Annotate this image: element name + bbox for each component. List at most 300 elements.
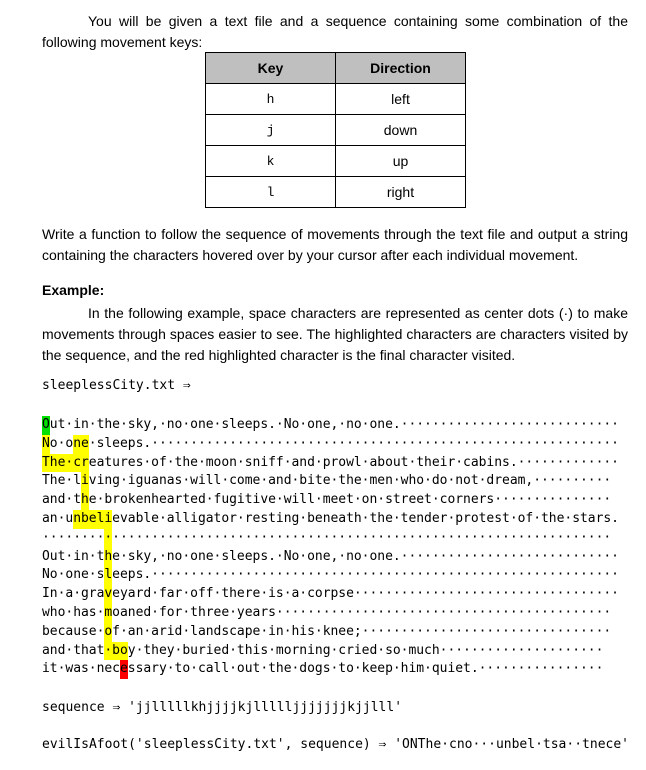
grid-cell: l: [190, 623, 198, 639]
grid-cell: a: [205, 510, 214, 526]
grid-cell: r: [88, 586, 97, 602]
grid-cell: ·: [494, 567, 503, 583]
grid-cell: ·: [377, 586, 386, 602]
grid-cell: ·: [338, 567, 347, 583]
grid-cell: ·: [57, 529, 66, 545]
grid-cell: s: [322, 661, 331, 677]
grid-cell: ·: [353, 529, 362, 545]
grid-cell: ·: [494, 604, 503, 620]
grid-cell: ·: [541, 417, 549, 432]
grid-cell: ·: [439, 529, 448, 545]
grid-cell: n: [275, 473, 284, 489]
grid-cell: ·: [314, 567, 323, 583]
grid-cell: h: [275, 661, 284, 677]
grid-cell: ·: [119, 529, 128, 545]
grid-cell: ·: [307, 435, 315, 451]
grid-cell: p: [322, 454, 331, 470]
grid-cell: h: [377, 510, 386, 526]
grid-cell: ·: [509, 623, 518, 639]
grid-cell: o: [221, 454, 230, 470]
grid-cell: ·: [190, 529, 198, 545]
grid-cell: ·: [447, 435, 456, 451]
grid-cell: ·: [330, 642, 339, 658]
grid-cell: n: [135, 623, 144, 639]
grid-cell: e: [385, 510, 393, 526]
grid-cell: ·: [517, 567, 526, 583]
grid-cell: e: [556, 510, 565, 526]
grid-cell: e: [322, 548, 331, 564]
grid-cell: ·: [369, 604, 378, 620]
grid-cell: ·: [455, 529, 464, 545]
grid-cell: r: [151, 661, 159, 677]
grid-cell: r: [455, 492, 464, 508]
grid-cell: e: [213, 642, 222, 658]
grid-cell: ,: [151, 417, 159, 432]
grid-cell: ·: [353, 435, 362, 451]
grid-cell: c: [229, 473, 237, 489]
visited-cell: b: [112, 642, 120, 661]
grid-cell: ·: [548, 435, 557, 451]
grid-cell: e: [486, 510, 495, 526]
grid-cell: ·: [361, 454, 370, 470]
visited-cell: ·: [104, 529, 112, 548]
grid-cell: ·: [322, 529, 331, 545]
grid-cell: ·: [587, 661, 596, 677]
grid-cell: ·: [377, 623, 386, 639]
grid-cell: h: [400, 661, 409, 677]
grid-cell: u: [112, 454, 120, 470]
grid-cell: l: [229, 548, 237, 564]
grid-cell: ·: [572, 492, 581, 508]
grid-cell: ·: [174, 529, 183, 545]
grid-cell: t: [338, 661, 347, 677]
grid-cell: ·: [400, 604, 409, 620]
grid-cell: ·: [470, 604, 479, 620]
visited-cell: m: [104, 604, 112, 623]
grid-cell: ·: [548, 642, 557, 658]
grid-cell: u: [73, 623, 82, 639]
grid-cell: p: [385, 661, 393, 677]
grid-cell: ·: [533, 661, 542, 677]
grid-cell: ·: [494, 623, 503, 639]
grid-cell: y: [127, 642, 136, 658]
grid-cell: n: [166, 548, 175, 564]
grid-cell: ·: [65, 417, 74, 432]
grid-cell: a: [470, 454, 479, 470]
visited-cell: l: [104, 566, 112, 585]
grid-cell: c: [197, 661, 206, 677]
grid-cell: t: [49, 661, 58, 677]
grid-cell: ·: [470, 417, 479, 432]
grid-cell: o: [213, 454, 222, 470]
grid-cell: e: [408, 510, 417, 526]
grid-cell: h: [73, 604, 82, 620]
grid-cell: ·: [548, 417, 557, 432]
grid-cell: n: [275, 623, 284, 639]
grid-cell: ·: [166, 529, 175, 545]
grid-cell: e: [221, 604, 230, 620]
grid-cell: e: [205, 417, 214, 432]
grid-cell: ·: [533, 548, 542, 564]
grid-cell: n: [322, 510, 331, 526]
grid-cell: m: [322, 492, 331, 508]
grid-cell: ·: [579, 661, 588, 677]
grid-cell: t: [143, 642, 152, 658]
grid-cell: r: [112, 492, 120, 508]
grid-cell: e: [88, 454, 97, 470]
grid-cell: n: [80, 548, 89, 564]
grid-cell: ·: [330, 435, 339, 451]
grid-cell: g: [314, 661, 323, 677]
grid-cell: r: [260, 604, 269, 620]
grid-cell: ·: [548, 604, 557, 620]
grid-cell: ·: [205, 492, 214, 508]
grid-cell: ·: [572, 548, 581, 564]
grid-cell: e: [158, 492, 167, 508]
visited-cell: c: [73, 454, 81, 473]
grid-cell: d: [143, 604, 152, 620]
grid-cell: ·: [548, 661, 557, 677]
grid-cell: ·: [572, 435, 581, 451]
grid-cell: ·: [268, 435, 276, 451]
grid-cell: ·: [533, 510, 542, 526]
grid-cell: ·: [361, 548, 370, 564]
grid-cell: ·: [65, 548, 74, 564]
grid-cell: f: [275, 454, 284, 470]
grid-cell: ·: [314, 454, 323, 470]
grid-cell: n: [49, 510, 58, 526]
grid-cell: o: [463, 473, 471, 489]
grid-cell: t: [268, 510, 276, 526]
visited-cell: h: [81, 491, 89, 510]
grid-cell: e: [112, 548, 120, 564]
grid-cell: ·: [579, 586, 588, 602]
grid-cell: p: [244, 623, 253, 639]
grid-cell: ·: [377, 435, 386, 451]
grid-cell: ·: [338, 417, 347, 432]
grid-cell: s: [385, 492, 393, 508]
grid-cell: ·: [564, 586, 573, 602]
grid-cell: h: [151, 642, 159, 658]
grid-cell: ·: [564, 529, 573, 545]
grid-cell: g: [112, 473, 120, 489]
grid-cell: ·: [291, 435, 300, 451]
grid-cell: ·: [260, 473, 269, 489]
grid-cell: s: [244, 454, 253, 470]
grid-cell: ·: [439, 548, 448, 564]
grid-cell: l: [182, 510, 191, 526]
grid-cell: ·: [502, 417, 510, 432]
grid-cell: ·: [57, 510, 66, 526]
grid-cell: o: [166, 604, 175, 620]
grid-cell: N: [283, 548, 292, 564]
grid-cell: ·: [197, 567, 206, 583]
grid-cell: ·: [548, 548, 557, 564]
grid-cell: i: [447, 661, 456, 677]
grid-cell: e: [119, 567, 128, 583]
grid-cell: O: [42, 548, 50, 564]
grid-cell: e: [88, 492, 97, 508]
grid-cell: ·: [283, 435, 292, 451]
grid-cell: ·: [400, 435, 409, 451]
grid-cell: o: [65, 435, 74, 451]
grid-cell: ·: [478, 417, 487, 432]
grid-cell: f: [213, 492, 222, 508]
grid-cell: ·: [564, 548, 573, 564]
grid-cell: d: [197, 492, 206, 508]
grid-cell: ·: [439, 604, 448, 620]
grid-cell: d: [221, 642, 230, 658]
grid-cell: ·: [57, 586, 66, 602]
grid-cell: ·: [579, 492, 588, 508]
grid-cell: u: [416, 642, 425, 658]
grid-cell: o: [392, 642, 401, 658]
grid-cell: s: [385, 642, 393, 658]
grid-cell: ·: [587, 586, 596, 602]
grid-cell: e: [151, 510, 159, 526]
grid-cell: ·: [587, 492, 596, 508]
grid-cell: a: [127, 510, 136, 526]
grid-cell: ·: [88, 435, 97, 451]
grid-cell: e: [416, 492, 425, 508]
grid-cell: ·: [494, 661, 503, 677]
grid-cell: ·: [494, 529, 503, 545]
grid-cell: t: [400, 454, 409, 470]
grid-cell: a: [127, 623, 136, 639]
grid-cell: ·: [408, 548, 417, 564]
grid-cell: ·: [572, 567, 581, 583]
grid-cell: ·: [416, 604, 425, 620]
grid-cell: t: [73, 642, 82, 658]
grid-cell: ·: [533, 586, 542, 602]
grid-cell: ·: [611, 548, 619, 564]
grid-cell: n: [197, 548, 206, 564]
grid-cell: w: [65, 661, 74, 677]
grid-cell: .: [143, 567, 152, 583]
grid-cell: r: [447, 454, 456, 470]
grid-cell: ·: [166, 454, 175, 470]
grid-cell: i: [291, 492, 300, 508]
grid-cell: ·: [431, 567, 440, 583]
grid-cell: ·: [572, 417, 581, 432]
grid-cell: e: [470, 492, 479, 508]
grid-cell: N: [283, 417, 292, 432]
grid-cell: ·: [595, 492, 604, 508]
grid-cell: ·: [260, 586, 269, 602]
grid-cell: ·: [424, 435, 432, 451]
start-cell: O: [42, 416, 50, 435]
grid-cell: s: [275, 586, 284, 602]
grid-cell: ·: [486, 604, 495, 620]
grid-cell: ·: [361, 473, 370, 489]
grid-cell: e: [112, 435, 120, 451]
grid-cell: ·: [463, 435, 471, 451]
grid-cell: ·: [416, 529, 425, 545]
grid-cell: o: [353, 548, 362, 564]
grid-cell: ·: [369, 435, 378, 451]
grid-cell: a: [509, 473, 518, 489]
grid-cell: ·: [377, 642, 386, 658]
grid-cell: ·: [260, 623, 269, 639]
example-heading: Example:: [42, 282, 105, 298]
grid-cell: ·: [595, 417, 604, 432]
grid-cell: h: [80, 642, 89, 658]
grid-cell: t: [96, 548, 105, 564]
grid-cell: ·: [275, 492, 284, 508]
grid-cell: ·: [307, 529, 315, 545]
grid-cell: h: [353, 510, 362, 526]
grid-cell: ·: [595, 623, 604, 639]
grid-cell: n: [494, 454, 503, 470]
grid-cell: ·: [478, 529, 487, 545]
grid-cell: ·: [533, 492, 542, 508]
grid-cell: ·: [517, 435, 526, 451]
grid-cell: ·: [307, 567, 315, 583]
grid-cell: o: [57, 604, 66, 620]
grid-cell: ·: [369, 529, 378, 545]
grid-cell: d: [369, 642, 378, 658]
grid-cell: ·: [158, 435, 167, 451]
grid-cell: f: [268, 454, 276, 470]
grid-cell: ·: [611, 435, 619, 451]
grid-cell: ·: [455, 623, 464, 639]
grid-cell: ·: [299, 435, 308, 451]
grid-cell: n: [377, 548, 386, 564]
grid-cell: ·: [408, 435, 417, 451]
grid-cell: ·: [470, 623, 479, 639]
grid-cell: b: [135, 510, 144, 526]
visited-cell: h: [104, 548, 112, 567]
grid-cell: o: [353, 417, 362, 432]
grid-cell: ·: [595, 567, 604, 583]
grid-cell: ·: [463, 623, 471, 639]
grid-cell: ·: [525, 529, 534, 545]
grid-cell: ·: [595, 548, 604, 564]
grid-cell: ·: [447, 473, 456, 489]
grid-cell: ·: [486, 623, 495, 639]
grid-cell: s: [603, 510, 612, 526]
grid-cell: s: [268, 604, 276, 620]
key-column-header: Key: [206, 53, 336, 84]
grid-cell: ·: [73, 586, 82, 602]
grid-cell: o: [49, 435, 58, 451]
grid-cell: t: [174, 454, 183, 470]
grid-cell: ·: [478, 435, 487, 451]
grid-cell: ·: [151, 529, 159, 545]
grid-cell: ·: [525, 548, 534, 564]
grid-cell: ·: [260, 567, 269, 583]
grid-cell: t: [338, 473, 347, 489]
grid-cell: .: [611, 510, 619, 526]
grid-cell: ·: [400, 567, 409, 583]
grid-cell: ·: [564, 435, 573, 451]
grid-cell: ·: [322, 604, 331, 620]
grid-cell: ·: [361, 604, 370, 620]
file-line: [42, 660, 619, 679]
grid-cell: ·: [579, 435, 588, 451]
grid-cell: ·: [587, 567, 596, 583]
grid-cell: u: [439, 661, 448, 677]
grid-cell: i: [197, 473, 206, 489]
grid-cell: ·: [603, 604, 612, 620]
grid-cell: ·: [541, 454, 549, 470]
grid-cell: ·: [470, 548, 479, 564]
grid-cell: ·: [533, 642, 542, 658]
grid-cell: ·: [587, 623, 596, 639]
grid-cell: n: [416, 510, 425, 526]
file-line: [42, 454, 619, 473]
direction-cell: up: [336, 146, 466, 177]
grid-cell: ·: [151, 604, 159, 620]
grid-cell: n: [299, 642, 308, 658]
grid-cell: ·: [416, 548, 425, 564]
grid-cell: o: [221, 510, 230, 526]
grid-cell: r: [478, 492, 487, 508]
grid-cell: s: [260, 642, 269, 658]
grid-cell: ,: [330, 417, 339, 432]
grid-cell: ·: [556, 454, 565, 470]
table-row: [206, 146, 466, 177]
grid-cell: ·: [541, 492, 549, 508]
grid-cell: e: [431, 454, 440, 470]
grid-cell: r: [244, 510, 253, 526]
grid-cell: ·: [587, 435, 596, 451]
grid-cell: ·: [353, 567, 362, 583]
grid-cell: ·: [564, 473, 573, 489]
grid-cell: ·: [564, 623, 573, 639]
grid-cell: ·: [478, 642, 487, 658]
grid-cell: ·: [275, 567, 284, 583]
grid-cell: ·: [502, 661, 510, 677]
grid-cell: ·: [541, 586, 549, 602]
grid-cell: ·: [73, 529, 82, 545]
grid-cell: ·: [525, 492, 534, 508]
grid-cell: e: [119, 435, 128, 451]
grid-cell: ·: [236, 454, 245, 470]
grid-cell: ·: [392, 473, 401, 489]
key-cell: k: [206, 146, 336, 177]
grid-cell: s: [80, 661, 89, 677]
grid-cell: a: [197, 623, 206, 639]
grid-cell: ·: [408, 567, 417, 583]
grid-cell: ·: [392, 623, 401, 639]
grid-cell: a: [42, 510, 50, 526]
grid-cell: a: [166, 510, 175, 526]
grid-cell: ·: [57, 435, 66, 451]
grid-cell: ·: [579, 473, 588, 489]
grid-cell: ·: [244, 567, 253, 583]
visited-cell: e: [81, 435, 89, 454]
grid-cell: ·: [533, 567, 542, 583]
grid-cell: a: [166, 586, 175, 602]
grid-cell: a: [80, 604, 89, 620]
grid-cell: o: [416, 473, 425, 489]
grid-cell: ·: [611, 567, 619, 583]
grid-cell: .: [268, 548, 276, 564]
grid-cell: ·: [556, 548, 565, 564]
grid-cell: ·: [182, 586, 191, 602]
visited-cell: ·: [65, 454, 73, 473]
visited-cell: o: [104, 623, 112, 642]
grid-cell: ·: [494, 492, 503, 508]
grid-cell: u: [49, 417, 58, 432]
grid-cell: ·: [517, 529, 526, 545]
grid-cell: a: [166, 492, 175, 508]
grid-cell: r: [205, 604, 214, 620]
grid-cell: t: [174, 661, 183, 677]
visited-cell: ·: [104, 642, 112, 661]
grid-cell: e: [158, 642, 167, 658]
